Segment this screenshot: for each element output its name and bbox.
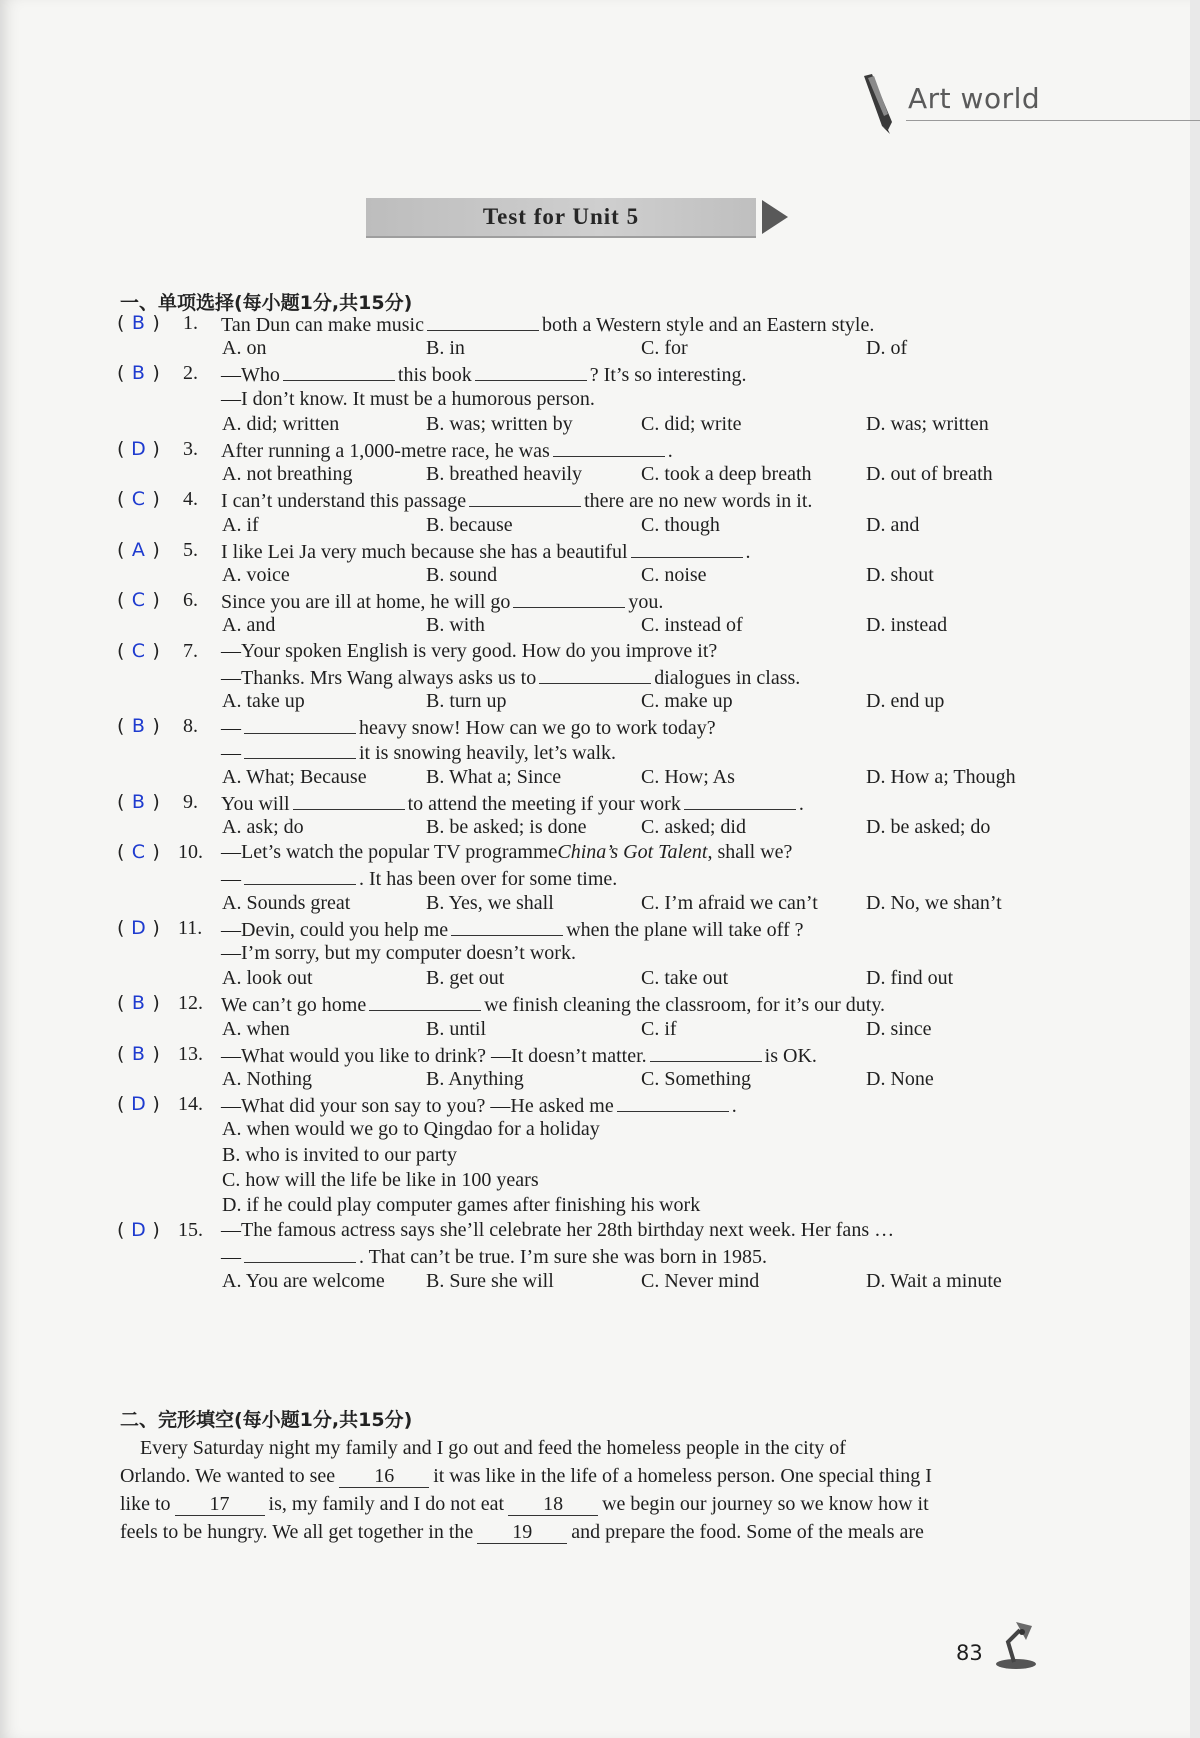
question-number: 9. (183, 790, 198, 813)
option-b[interactable]: B. sound (426, 564, 498, 586)
stem-text: . (731, 1095, 737, 1118)
stem-text: —Who (221, 364, 280, 387)
option-d[interactable]: D. No, we shan’t (866, 891, 1002, 914)
stem-text: —What would you like to drink? —It doesn’t matter. (221, 1044, 647, 1067)
option-c[interactable]: C. for (641, 337, 688, 360)
question-stem (221, 640, 717, 663)
stem-text: — (221, 868, 241, 891)
answer-bracket: ( C ) (117, 841, 160, 864)
question-line-2 (221, 665, 800, 690)
question-line-2: —I don’t know. It must be a humorous person. (221, 387, 595, 410)
stem-text: it is snowing heavily, let’s walk. (359, 742, 617, 765)
question-number: 5. (183, 538, 198, 561)
stem-text: Tan Dun can make music (221, 314, 424, 336)
answer-bracket: ( D ) (117, 438, 160, 460)
option-a[interactable]: A. Nothing (222, 1068, 312, 1090)
question-number: 11. (178, 916, 203, 939)
question-4 (0, 488, 1190, 516)
option-b[interactable]: B. until (426, 1017, 487, 1040)
option-a[interactable]: A. You are welcome (222, 1269, 385, 1292)
question-stem (221, 362, 746, 387)
answer-letter: B (131, 992, 145, 1015)
option-c[interactable]: C. though (641, 513, 720, 536)
option-a[interactable]: A. What; Because (222, 765, 367, 788)
stem-text: dialogues in class. (654, 666, 801, 689)
question-line-2 (221, 740, 616, 765)
stem-text: —Thanks. Mrs Wang always asks us to (221, 666, 537, 689)
answer-bracket: ( D ) (117, 1093, 160, 1116)
passage-line (120, 1518, 1130, 1546)
answer-blank[interactable] (244, 1244, 356, 1263)
option-d[interactable]: D. out of breath (866, 463, 993, 486)
header-rule (906, 120, 1200, 121)
question-stem (221, 312, 874, 337)
option-c[interactable]: C. how will the life be like in 100 years (222, 1168, 539, 1191)
question-stem (221, 917, 804, 942)
stem-text: — (221, 717, 241, 740)
answer-bracket: ( B ) (117, 1042, 160, 1065)
question-11 (0, 917, 1190, 945)
option-a[interactable]: A. and (222, 614, 276, 637)
stem-text: —Devin, could you help me (221, 918, 449, 941)
question-number: 4. (183, 488, 198, 511)
answer-letter: B (131, 1042, 145, 1065)
answer-bracket: ( B ) (117, 715, 160, 738)
answer-letter: C (131, 639, 146, 662)
question-stem (221, 841, 792, 864)
answer-blank[interactable] (244, 740, 356, 759)
stem-text: you. (628, 591, 664, 614)
option-b[interactable]: B. with (426, 614, 485, 637)
cloze-passage (120, 1434, 1130, 1546)
option-b[interactable]: B. Yes, we shall (426, 891, 554, 914)
option-b[interactable]: B. What a; Since (426, 765, 562, 788)
question-number: 13. (178, 1042, 203, 1065)
question-number: 6. (183, 589, 198, 612)
desk-lamp-icon (988, 1616, 1040, 1670)
option-b[interactable]: B. Anything (426, 1068, 524, 1090)
stem-text: China’s Got Talent (557, 841, 708, 864)
option-a[interactable]: A. ask; do (222, 816, 304, 838)
stem-text: You will (221, 792, 290, 815)
stem-text: —Your spoken English is very good. How do you improve it? (221, 639, 718, 662)
option-c[interactable]: C. Never mind (641, 1269, 760, 1292)
option-c[interactable]: C. make up (641, 690, 733, 712)
passage-text: Every Saturday night my family and I go out and feed the homeless people in the city of (120, 1437, 846, 1459)
test-banner (366, 198, 786, 236)
answer-bracket: ( D ) (117, 1219, 160, 1242)
cloze-blank[interactable]: 18 (508, 1493, 598, 1516)
question-number: 2. (183, 362, 198, 385)
option-a[interactable]: A. when (222, 1017, 290, 1040)
unit-title: Art world (908, 82, 1041, 115)
answer-blank[interactable] (539, 665, 651, 684)
answer-letter: B (131, 790, 145, 813)
option-row (0, 514, 1190, 542)
option-d[interactable]: D. if he could play computer games after finishing his work (222, 1194, 701, 1216)
stem-text: , shall we? (707, 841, 793, 864)
question-3 (0, 438, 1190, 466)
option-row (0, 463, 1190, 491)
option-row (0, 816, 1190, 844)
option-b[interactable]: B. in (426, 337, 465, 360)
answer-letter: D (131, 438, 146, 460)
answer-bracket: ( B ) (117, 362, 160, 385)
option-a[interactable]: A. on (222, 337, 267, 360)
answer-blank[interactable] (293, 791, 405, 810)
option-d[interactable]: D. None (866, 1068, 934, 1090)
option-a[interactable]: A. voice (222, 564, 290, 586)
answer-letter: C (131, 841, 146, 864)
question-number: 1. (183, 312, 198, 334)
answer-bracket: ( D ) (117, 916, 160, 939)
answer-blank[interactable] (513, 589, 625, 608)
stem-text: —The famous actress says she’ll celebrate her 28th birthday next week. Her fans … (221, 1219, 895, 1242)
question-stem (221, 715, 716, 740)
banner-arrow-icon (762, 200, 788, 234)
stem-text: we finish cleaning the classroom, for it’s our duty. (484, 994, 886, 1017)
question-7 (0, 640, 1190, 668)
answer-bracket: ( C ) (117, 639, 160, 662)
answer-letter: B (131, 362, 145, 385)
stem-text: . That can’t be true. I’m sure she was born in 1985. (359, 1246, 768, 1269)
answer-bracket: ( B ) (117, 790, 160, 813)
option-row (0, 413, 1190, 441)
option-row (0, 766, 1190, 794)
option-c[interactable]: C. asked; did (641, 816, 746, 838)
option-c[interactable]: C. did; write (641, 412, 742, 435)
stem-text: We can’t go home (221, 994, 367, 1017)
option-d[interactable]: D. was; written (866, 412, 989, 435)
cloze-blank[interactable]: 16 (339, 1465, 429, 1488)
passage-text: is, my family and I do not eat (268, 1493, 505, 1515)
option-b[interactable]: B. because (426, 513, 513, 536)
question-number: 3. (183, 438, 198, 460)
cloze-blank[interactable]: 19 (477, 1521, 567, 1544)
answer-blank[interactable] (650, 1043, 762, 1062)
section-2-heading: 二、完形填空(每小题1分,共15分) (120, 1409, 413, 1431)
passage-text: Orlando. We wanted to see (120, 1465, 336, 1487)
question-line-2 (221, 1244, 767, 1269)
question-number: 8. (183, 715, 198, 738)
stem-text: — (221, 742, 241, 765)
stem-text: I can’t understand this passage (221, 490, 467, 513)
question-stem (221, 1093, 737, 1118)
unit-header (858, 72, 1200, 132)
option-row (0, 614, 1190, 642)
passage-text: it was like in the life of a homeless person. One special thing I (433, 1465, 932, 1487)
option-b[interactable]: B. was; written by (426, 412, 573, 435)
option-c[interactable]: C. I’m afraid we can’t (641, 891, 818, 914)
passage-text: feels to be hungry. We all get together in the (120, 1521, 474, 1543)
stem-text: — (221, 1246, 241, 1269)
stem-text: —Let’s watch the popular TV programme (221, 841, 558, 864)
question-stem (221, 1219, 894, 1242)
test-title: Test for Unit 5 (366, 198, 756, 238)
option-d[interactable]: D. shout (866, 564, 934, 586)
passage-text: and prepare the food. Some of the meals are (571, 1521, 924, 1543)
stem-text: . (798, 792, 804, 815)
answer-blank[interactable] (244, 715, 356, 734)
option-b[interactable]: B. get out (426, 967, 505, 990)
option-d[interactable]: D. find out (866, 967, 954, 990)
answer-blank[interactable] (369, 992, 481, 1011)
question-10 (0, 841, 1190, 869)
option-a[interactable]: A. not breathing (222, 463, 353, 486)
stem-text: . (745, 540, 751, 563)
question-stem (221, 539, 751, 564)
option-a[interactable]: A. take up (222, 690, 305, 712)
answer-letter: C (131, 488, 146, 511)
stem-text: this book (397, 364, 472, 387)
pen-icon (858, 72, 902, 134)
stem-text: heavy snow! How can we go to work today? (359, 717, 716, 740)
stem-text: there are no new words in it. (584, 490, 813, 513)
answer-letter: D (131, 1093, 146, 1116)
question-line-2 (221, 866, 617, 891)
answer-blank[interactable] (469, 488, 581, 507)
answer-letter: B (131, 312, 145, 334)
option-row (0, 1068, 1190, 1096)
passage-line (120, 1434, 1130, 1462)
option-d[interactable]: D. be asked; do (866, 816, 991, 838)
question-stem (221, 488, 812, 513)
answer-blank[interactable] (617, 1093, 729, 1112)
passage-line (120, 1490, 1130, 1518)
question-stem (221, 1043, 817, 1068)
answer-bracket: ( C ) (117, 488, 160, 511)
stem-text: . It has been over for some time. (359, 868, 618, 891)
question-stem (221, 992, 885, 1017)
option-a[interactable]: A. if (222, 513, 259, 536)
option-a[interactable]: A. Sounds great (222, 891, 351, 914)
passage-text: we begin our journey so we know how it (602, 1493, 929, 1515)
stem-text: Since you are ill at home, he will go (221, 591, 511, 614)
question-number: 10. (178, 841, 203, 864)
option-a[interactable]: A. did; written (222, 412, 340, 435)
answer-bracket: ( C ) (117, 589, 160, 612)
option-d[interactable]: D. since (866, 1017, 932, 1040)
question-1 (0, 312, 1190, 340)
option-row (0, 1018, 1190, 1046)
option-d[interactable]: D. end up (866, 690, 945, 712)
question-12 (0, 992, 1190, 1020)
answer-blank[interactable] (451, 917, 563, 936)
stem-text: ? It’s so interesting. (589, 364, 747, 387)
question-15 (0, 1219, 1190, 1247)
option-row (0, 1270, 1190, 1298)
answer-blank[interactable] (427, 312, 539, 331)
option-b[interactable]: B. be asked; is done (426, 816, 587, 838)
option-d[interactable]: D. instead (866, 614, 948, 637)
answer-letter: D (131, 1219, 146, 1242)
answer-bracket: ( B ) (117, 312, 160, 334)
option-d[interactable]: D. of (866, 337, 908, 360)
question-number: 12. (178, 992, 203, 1015)
stem-text: when the plane will take off ? (566, 918, 804, 941)
question-number: 14. (178, 1093, 203, 1116)
option-row (0, 892, 1190, 920)
answer-blank[interactable] (684, 791, 796, 810)
option-c[interactable]: C. take out (641, 967, 729, 990)
option-c[interactable]: C. How; As (641, 765, 735, 788)
option-b[interactable]: B. Sure she will (426, 1269, 554, 1292)
question-line-2: —I’m sorry, but my computer doesn’t work. (221, 942, 576, 964)
page-number: 83 (956, 1641, 983, 1665)
question-stem (221, 589, 663, 614)
question-stem (221, 791, 804, 816)
stem-text: both a Western style and an Eastern style. (541, 314, 875, 336)
option-a[interactable]: A. when would we go to Qingdao for a holiday (222, 1118, 600, 1141)
answer-blank[interactable] (553, 438, 665, 457)
stem-text: to attend the meeting if your work (407, 792, 681, 815)
question-number: 15. (178, 1219, 203, 1242)
answer-bracket: ( B ) (117, 992, 160, 1015)
stem-text: After running a 1,000-metre race, he was (221, 440, 550, 462)
option-a[interactable]: A. look out (222, 967, 313, 990)
option-b[interactable]: B. breathed heavily (426, 463, 583, 486)
option-row (0, 690, 1190, 718)
option-b[interactable]: B. who is invited to our party (222, 1143, 457, 1166)
question-5 (0, 539, 1190, 567)
answer-blank[interactable] (631, 539, 743, 558)
option-c[interactable]: C. instead of (641, 614, 743, 637)
question-9 (0, 791, 1190, 819)
answer-blank[interactable] (244, 866, 356, 885)
option-c[interactable]: C. took a deep breath (641, 463, 812, 486)
stem-text: . (667, 440, 673, 462)
answer-letter: A (131, 538, 145, 561)
answer-letter: D (131, 916, 146, 939)
question-14 (0, 1093, 1190, 1121)
answer-bracket: ( A ) (117, 538, 160, 561)
question-number: 7. (183, 639, 198, 662)
option-row (0, 337, 1190, 365)
stem-text: —What did your son say to you? —He asked me (221, 1095, 614, 1118)
option-row (0, 967, 1190, 995)
answer-blank[interactable] (475, 362, 587, 381)
answer-letter: C (131, 589, 146, 612)
stem-text: I like Lei Ja very much because she has a beautiful (221, 540, 628, 563)
question-6 (0, 589, 1190, 617)
option-d[interactable]: D. Wait a minute (866, 1269, 1002, 1292)
question-2 (0, 362, 1190, 390)
option-d[interactable]: D. How a; Though (866, 765, 1016, 788)
passage-line (120, 1462, 1130, 1490)
question-8 (0, 715, 1190, 743)
option-c[interactable]: C. noise (641, 564, 707, 586)
question-stem (221, 438, 673, 463)
option-c[interactable]: C. if (641, 1017, 677, 1040)
section-1-heading: 一、单项选择(每小题1分,共15分) (120, 292, 413, 314)
question-13 (0, 1043, 1190, 1071)
option-b[interactable]: B. turn up (426, 690, 507, 712)
passage-text: like to (120, 1493, 171, 1515)
stem-text: is OK. (764, 1044, 817, 1067)
option-row (0, 564, 1190, 592)
answer-blank[interactable] (283, 362, 395, 381)
answer-letter: B (131, 715, 145, 738)
option-c[interactable]: C. Something (641, 1068, 752, 1090)
option-d[interactable]: D. and (866, 513, 920, 536)
cloze-blank[interactable]: 17 (175, 1493, 265, 1516)
